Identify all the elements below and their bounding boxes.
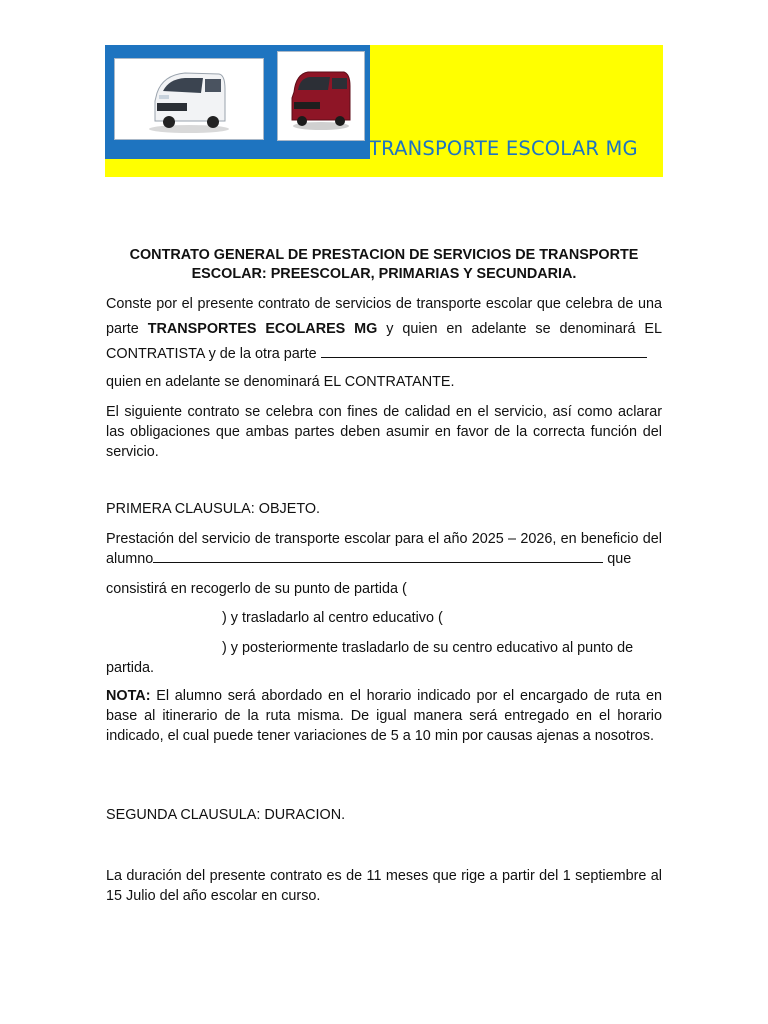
c1-text-a: Prestación del servicio de transporte escolar para el año 2025 – 2026, en beneficio del alumno [106,531,662,567]
c1-school-line: ) y trasladarlo al centro educativo ( [222,610,443,626]
clause-2-text: La duración del presente contrato es de 11 meses que rige a partir del 1 septiembre al 15 Julio del año escolar en curso. [106,868,662,904]
student-name-blank-line [153,561,603,563]
c1-pickup-line: consistirá en recogerlo de su punto de partida ( [106,581,407,597]
clause-1-text [106,529,662,569]
note-text: El alumno será abordado en el horario indicado por el encargado de ruta en base al itinerario de la ruta misma. De igual manera será entregado en el horario indicado, el cual puede tener variaciones de 5 a 10 min por causas ajenas a nosotros. [106,688,662,744]
clause-2-heading: SEGUNDA CLAUSULA: DURACION. [106,807,346,823]
c1-partida: partida. [106,660,154,676]
p1-text-a: Conste por el presente contrato de servicios de transporte escolar que celebra de una parte [106,296,662,337]
title-line-2: ESCOLAR: PREESCOLAR, PRIMARIAS Y SECUNDARIA. [191,266,577,282]
c1-return-line: ) y posteriormente trasladarlo de su centro educativo al punto de [222,640,634,656]
header-banner [105,45,663,177]
clause-1-heading: PRIMERA CLAUSULA: OBJETO. [106,501,321,517]
contratante-blank-line [321,356,647,358]
banner-yellow-strip [105,159,370,177]
p1-closing: quien en adelante se denominará EL CONTRATANTE. [106,374,455,390]
note-label: NOTA: [106,688,151,704]
note-paragraph [106,686,662,746]
c1-que: que [607,551,632,567]
brand-title: TRANSPORTE ESCOLAR MG [369,137,638,160]
paragraph-parties [106,292,662,367]
title-line-1: CONTRATO GENERAL DE PRESTACION DE SERVICIOS DE TRANSPORTE [129,247,639,263]
red-van-photo [277,51,365,141]
white-minibus-photo [114,58,264,140]
paragraph-purpose: El siguiente contrato se celebra con fines de calidad en el servicio, así como aclarar las obligaciones que ambas partes deben asumir en favor de la correcta función del servicio. [106,404,662,460]
p1-text-b: y quien en adelante se denominará EL CONTRATISTA y de la otra parte [106,321,662,362]
contractor-name: TRANSPORTES ECOLARES MG [147,321,378,337]
contract-title [106,246,662,284]
